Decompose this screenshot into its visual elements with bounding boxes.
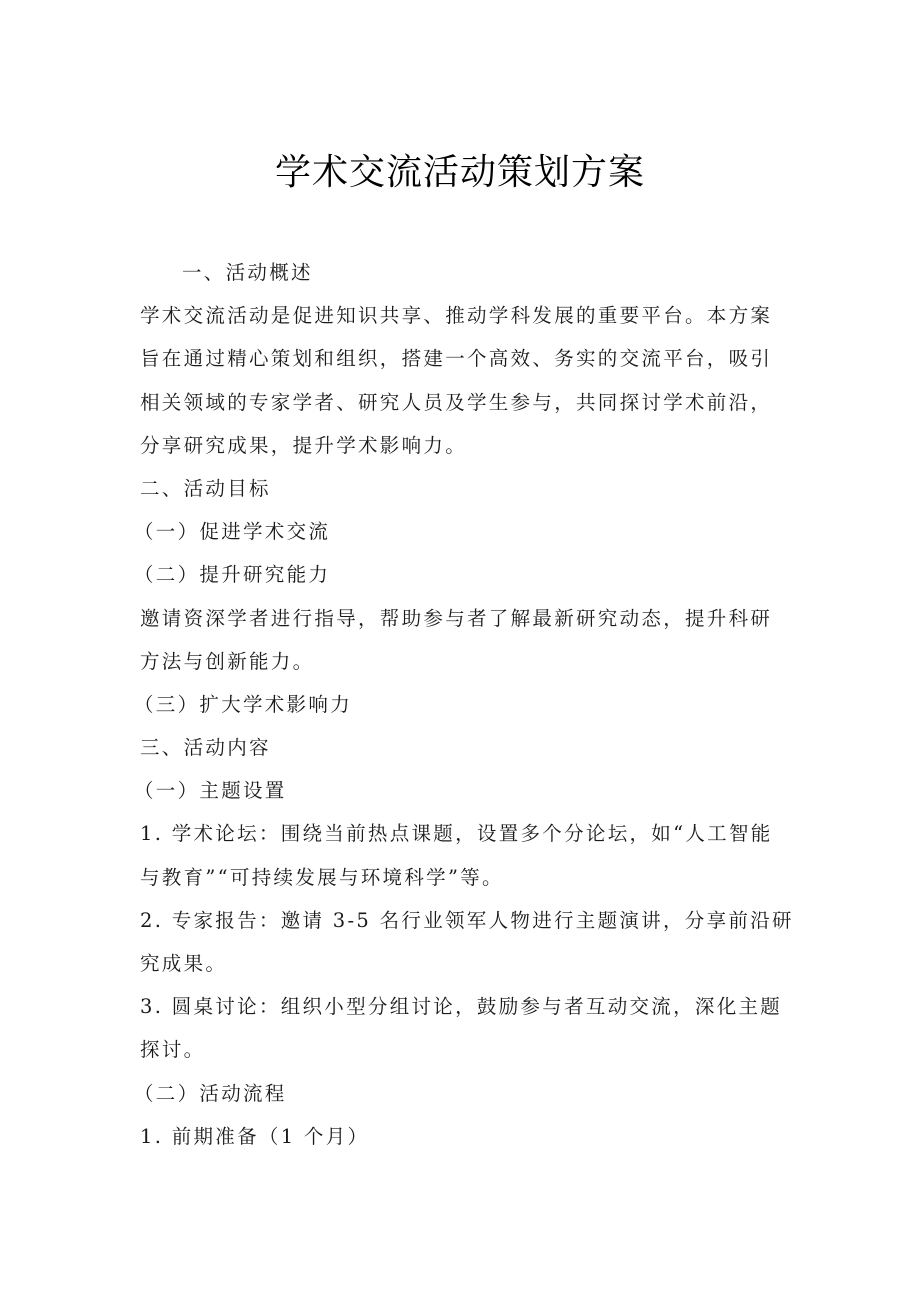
list-item-expert-report-cont: 究成果。	[140, 952, 228, 975]
document-body	[134, 251, 794, 1158]
subheading-goal-1: （一）促进学术交流	[134, 520, 331, 544]
paragraph-line: 学术交流活动是促进知识共享、推动学科发展的重要平台。本方案	[140, 304, 773, 328]
paragraph-line: 旨在通过精心策划和组织，搭建一个高效、务实的交流平台，吸引	[140, 347, 773, 371]
subheading-theme-setting: （一）主题设置	[134, 779, 287, 803]
subheading-activity-flow: （二）活动流程	[134, 1081, 287, 1105]
section-heading-goals: 二、活动目标	[140, 476, 271, 500]
section-heading-overview: 一、活动概述	[182, 261, 313, 284]
list-item-forum-cont: 与教育”“可持续发展与环境科学”等。	[140, 865, 504, 889]
list-item-roundtable-cont: 探讨。	[140, 1038, 206, 1062]
subheading-goal-2: （二）提升研究能力	[134, 563, 331, 587]
document-title: 学术交流活动策划方案	[274, 152, 645, 193]
paragraph-line: 方法与创新能力。	[140, 649, 315, 673]
list-item-expert-report: 2. 专家报告：邀请 3-5 名行业领军人物进行主题演讲，分享前沿研	[140, 908, 794, 932]
section-heading-content: 三、活动内容	[140, 736, 271, 760]
list-item-forum: 1. 学术论坛：围绕当前热点课题，设置多个分论坛，如“人工智能	[140, 822, 773, 846]
paragraph-line: 相关领域的专家学者、研究人员及学生参与，共同探讨学术前沿，	[140, 390, 773, 414]
list-item-preparation: 1. 前期准备（1 个月）	[140, 1124, 370, 1148]
subheading-goal-3: （三）扩大学术影响力	[134, 692, 353, 716]
paragraph-line: 邀请资深学者进行指导，帮助参与者了解最新研究动态，提升科研	[140, 606, 773, 630]
paragraph-line: 分享研究成果，提升学术影响力。	[140, 433, 468, 457]
list-item-roundtable: 3. 圆桌讨论：组织小型分组讨论，鼓励参与者互动交流，深化主题	[140, 995, 783, 1019]
